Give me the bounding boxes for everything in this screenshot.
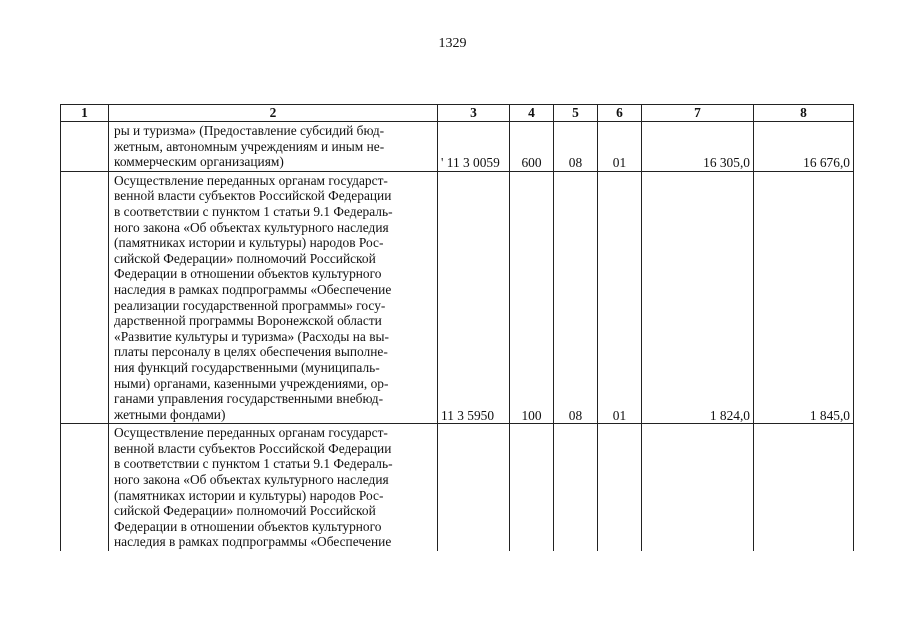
row-number-cell [61, 171, 109, 424]
subsection-cell [598, 424, 642, 551]
subsection-cell: 01 [598, 171, 642, 424]
target-code-cell: ' 11 3 0059 [438, 122, 510, 172]
description-line: (памятниках истории и культуры) народов Рос- [114, 235, 384, 251]
description-line: реализации государственной программы» госу- [114, 297, 386, 313]
description-line: жетным, автономным учреждениям и иным не- [114, 138, 385, 154]
expense-type-cell [510, 424, 554, 551]
description-cell [109, 122, 438, 172]
column-header: 1 [61, 105, 109, 122]
description-line: платы персоналу в целях обеспечения выполне- [114, 344, 388, 360]
target-code-cell [438, 424, 510, 551]
column-header: 5 [554, 105, 598, 122]
amount-cell-7 [642, 424, 754, 551]
page-number: 1329 [438, 36, 467, 51]
description-line: ными) органами, казенными учреждениями, ор- [114, 375, 389, 391]
amount-cell-7: 1 824,0 [642, 171, 754, 424]
description-line: сийской Федерации» полномочий Российской [114, 503, 376, 519]
description-line: ного закона «Об объектах культурного наследия [114, 219, 389, 235]
row-number-cell [61, 122, 109, 172]
section-cell: 08 [554, 171, 598, 424]
description-line: сийской Федерации» полномочий Российской [114, 250, 376, 266]
expense-type-cell: 100 [510, 171, 554, 424]
budget-table [60, 104, 854, 551]
table-header-row [61, 105, 854, 122]
expense-type-cell: 600 [510, 122, 554, 172]
column-header: 7 [642, 105, 754, 122]
amount-cell-8 [754, 424, 854, 551]
row-number-cell [61, 424, 109, 551]
description-line: ры и туризма» (Предоставление субсидий бюд- [114, 123, 385, 138]
table-row [61, 424, 854, 551]
description-line: «Развитие культуры и туризма» (Расходы на вы- [114, 328, 390, 344]
description-line: в соответствии с пунктом 1 статьи 9.1 Федераль- [114, 456, 393, 472]
amount-cell-8: 1 845,0 [754, 171, 854, 424]
description-line: жетными фондами) [114, 406, 226, 422]
description-line: ганами управления государственными внебюд- [114, 391, 384, 407]
section-cell [554, 424, 598, 551]
amount-cell-7: 16 305,0 [642, 122, 754, 172]
description-line: ния функций государственными (муниципаль- [114, 359, 380, 375]
description-line: (памятниках истории и культуры) народов Рос- [114, 487, 384, 503]
column-header: 4 [510, 105, 554, 122]
description-line: коммерческим организациям) [114, 154, 284, 170]
description-line: наследия в рамках подпрограммы «Обеспечение [114, 281, 392, 297]
description-line: Федерации в отношении объектов культурного [114, 266, 382, 282]
description-line: венной власти субъектов Российской Федерации [114, 188, 392, 204]
description-line: дарственной программы Воронежской области [114, 313, 382, 329]
description-line: Осуществление переданных органам государст- [114, 425, 388, 441]
table-row [61, 122, 854, 172]
column-header: 2 [109, 105, 438, 122]
target-code-cell: 11 3 5950 [438, 171, 510, 424]
column-header: 3 [438, 105, 510, 122]
description-line: наследия в рамках подпрограммы «Обеспечение [114, 534, 392, 550]
description-line: Федерации в отношении объектов культурного [114, 518, 382, 534]
column-header: 6 [598, 105, 642, 122]
section-cell: 08 [554, 122, 598, 172]
description-line: ного закона «Об объектах культурного наследия [114, 472, 389, 488]
column-header: 8 [754, 105, 854, 122]
description-cell [109, 171, 438, 424]
description-line: в соответствии с пунктом 1 статьи 9.1 Федераль- [114, 203, 393, 219]
subsection-cell: 01 [598, 122, 642, 172]
description-line: Осуществление переданных органам государст- [114, 172, 388, 188]
description-cell [109, 424, 438, 551]
amount-cell-8: 16 676,0 [754, 122, 854, 172]
description-line: венной власти субъектов Российской Федерации [114, 440, 392, 456]
table-row [61, 171, 854, 424]
